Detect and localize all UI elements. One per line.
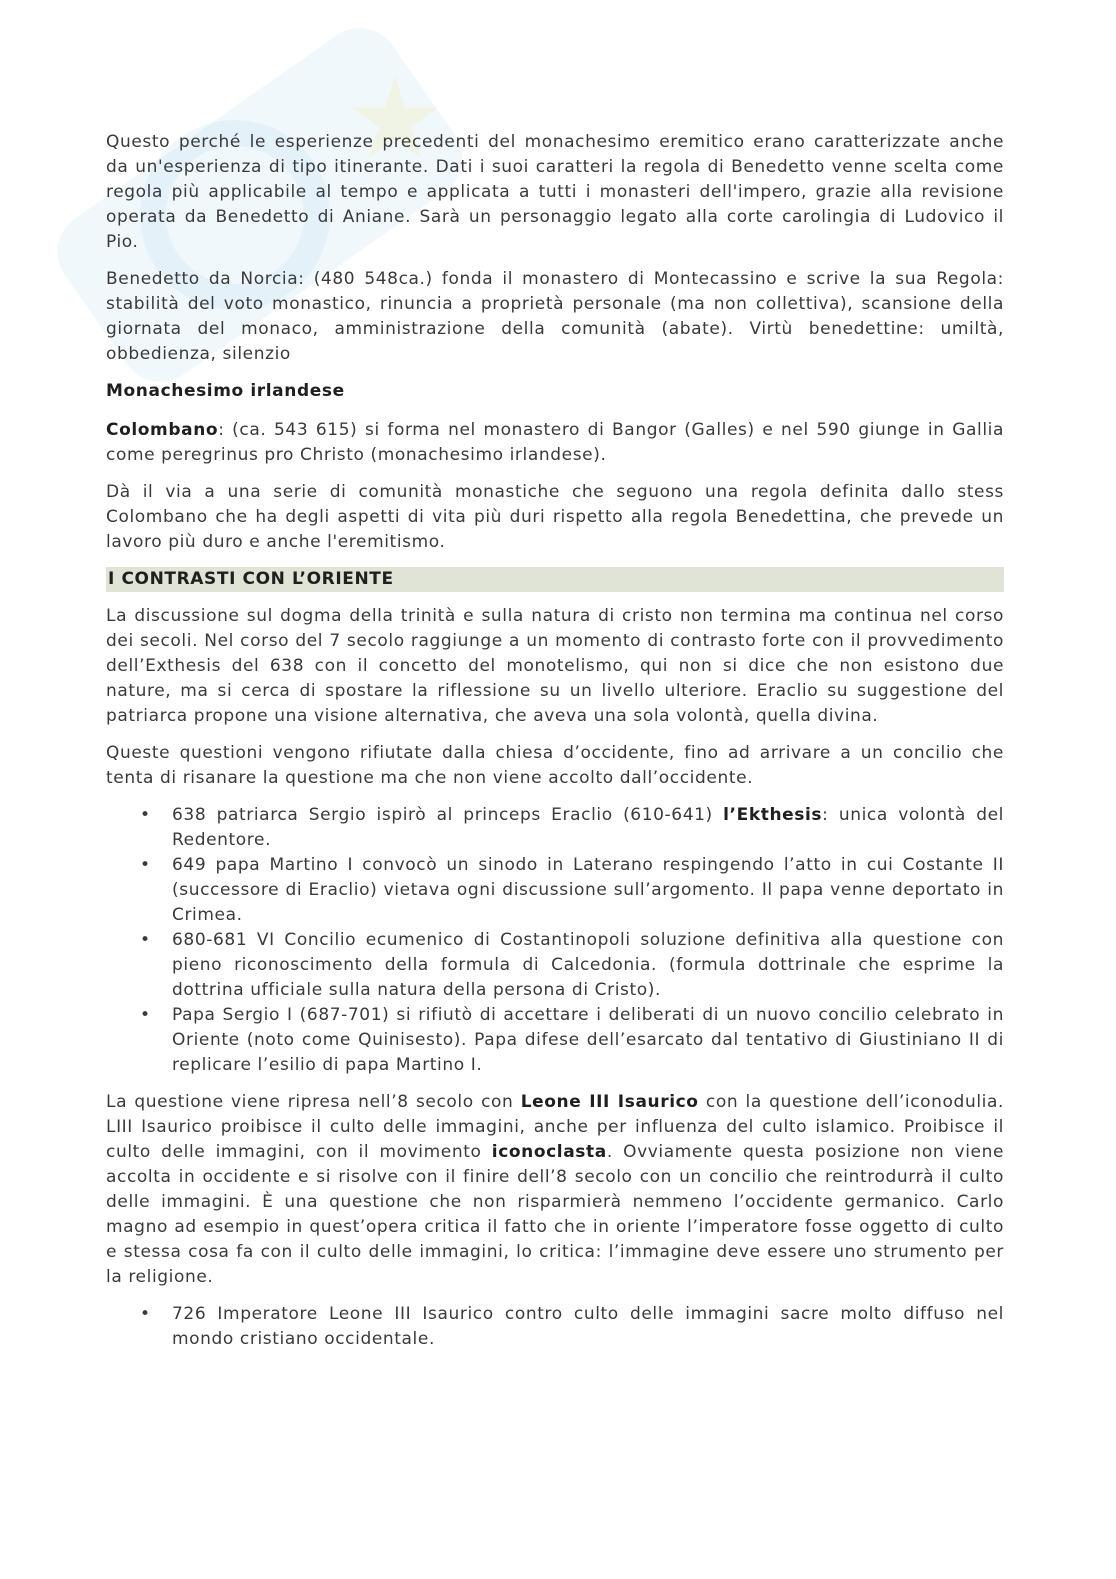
- bullet-icon: •: [140, 855, 151, 875]
- paragraph-colombano: [106, 418, 1004, 468]
- list-item-text: Papa Sergio I (687-701) si rifiutò di accettare i deliberati di un nuovo concilio celebrato in Oriente (noto come Quinisesto). Papa difese dell’esarcato dal tentativo di Giustiniano II di replicare l’esilio di papa Martino I.: [172, 1005, 1004, 1075]
- list-item: [140, 803, 1004, 853]
- paragraph-trinity: La discussione sul dogma della trinità e sulla natura di cristo non termina ma continua nel corso dei secoli. Nel corso del 7 secolo raggiunge a un momento di contrasto forte con il provvedimento dell’Exthesis del 638 con il concetto del monotelismo, qui non si dice che non esistono due nature, ma si cerca di spostare la riflessione su un livello ulteriore. Eraclio su suggestione del patriarca propone una visione alternativa, che aveva una sola volontà, quella divina.: [106, 606, 1004, 726]
- bullet-icon: •: [140, 805, 151, 825]
- paragraph-monastic-communities: Dà il via a una serie di comunità monastiche che seguono una regola definita dallo stess Colombano che ha degli aspetti di vita più duri rispetto alla regola Benedettina, che prevede un lavoro più duro e anche l'eremitismo.: [106, 482, 1004, 552]
- iconoclasta-term: iconoclasta: [491, 1142, 607, 1162]
- iconoclasm-text: . Ovviamente questa posizione non viene accolta in occidente e si risolve con il finire dell’8 secolo con un concilio che reintrodurrà il culto delle immagini. È una questione che non risparmierà nemmeno l’occidente germanico. Carlo magno ad esempio in quest’opera critica il fatto che in oriente l’imperatore fosse oggetto di culto e stessa cosa fa con il culto delle immagini, lo critica: l’immagine deve essere uno strumento per la religione.: [106, 1142, 1005, 1287]
- list-item-text: : unica volontà del Redentore.: [172, 805, 1004, 850]
- list-item: [140, 928, 1004, 1003]
- events-list-2: [106, 1302, 1004, 1352]
- events-list: [106, 803, 1004, 1078]
- paragraph-rejection: Queste questioni vengono rifiutate dalla chiesa d’occidente, fino ad arrivare a un concilio che tenta di risanare la questione ma che non viene accolto dall’occidente.: [106, 743, 1004, 788]
- list-item-text: 680-681 VI Concilio ecumenico di Costantinopoli soluzione definitiva alla questione con pieno riconoscimento della formula di Calcedonia. (formula dottrinale che esprime la dottrina ufficiale sulla natura della persona di Cristo).: [172, 930, 1004, 1000]
- colombano-text: : (ca. 543 615) si forma nel monastero di Bangor (Galles) e nel 590 giunge in Gallia come peregrinus pro Christo (monachesimo irlandese).: [106, 420, 1004, 465]
- iconoclasm-text: con la questione dell’iconodulia. LIII Isaurico proibisce il culto delle immagini, anche per influenza del culto islamico. Proibisce il culto delle immagini, con il movimento: [106, 1092, 1004, 1162]
- document-body: [106, 130, 1004, 1364]
- subheading-irish-monasticism: Monachesimo irlandese: [106, 381, 345, 401]
- list-item-text: 638 patriarca Sergio ispirò al princeps Eraclio (610-641): [172, 805, 724, 825]
- paragraph-iconoclasm: [106, 1090, 1004, 1290]
- iconoclasm-text: La questione viene ripresa nell’8 secolo con: [106, 1092, 521, 1112]
- bullet-icon: •: [140, 1304, 151, 1324]
- section-title-contrasts: I CONTRASTI CON L’ORIENTE: [106, 567, 1004, 592]
- paragraph-itinerant: Questo perché le esperienze precedenti del monachesimo eremitico erano caratterizzate anche da un'esperienza di tipo itinerante. Dati i suoi caratteri la regola di Benedetto venne scelta come regola più applicabile al tempo e applicata a tutti i monasteri dell'impero, grazie alla revisione operata da Benedetto di Aniane. Sarà un personaggio legato alla corte carolingia di Ludovico il Pio.: [106, 132, 1004, 252]
- bullet-icon: •: [140, 930, 151, 950]
- bullet-icon: •: [140, 1005, 151, 1025]
- ekthesis-term: l’Ekthesis: [723, 805, 823, 825]
- list-item-text: 726 Imperatore Leone III Isaurico contro culto delle immagini sacre molto diffuso nel mondo cristiano occidentale.: [172, 1304, 1004, 1349]
- paragraph-benedetto: Benedetto da Norcia: (480 548ca.) fonda il monastero di Montecassino e scrive la sua Regola: stabilità del voto monastico, rinuncia a proprietà personale (ma non collettiva), scansione della giornata del monaco, amministrazione della comunità (abate). Virtù benedettine: umiltà, obbedienza, silenzio: [106, 269, 1004, 364]
- list-item: [140, 1302, 1004, 1352]
- list-item-text: 649 papa Martino I convocò un sinodo in Laterano respingendo l’atto in cui Costante II (successore di Eraclio) vietava ogni discussione sull’argomento. Il papa venne deportato in Crimea.: [172, 855, 1004, 925]
- colombano-name: Colombano: [106, 420, 219, 440]
- leone-iii-term: Leone III Isaurico: [520, 1092, 699, 1112]
- list-item: [140, 1003, 1004, 1078]
- list-item: [140, 853, 1004, 928]
